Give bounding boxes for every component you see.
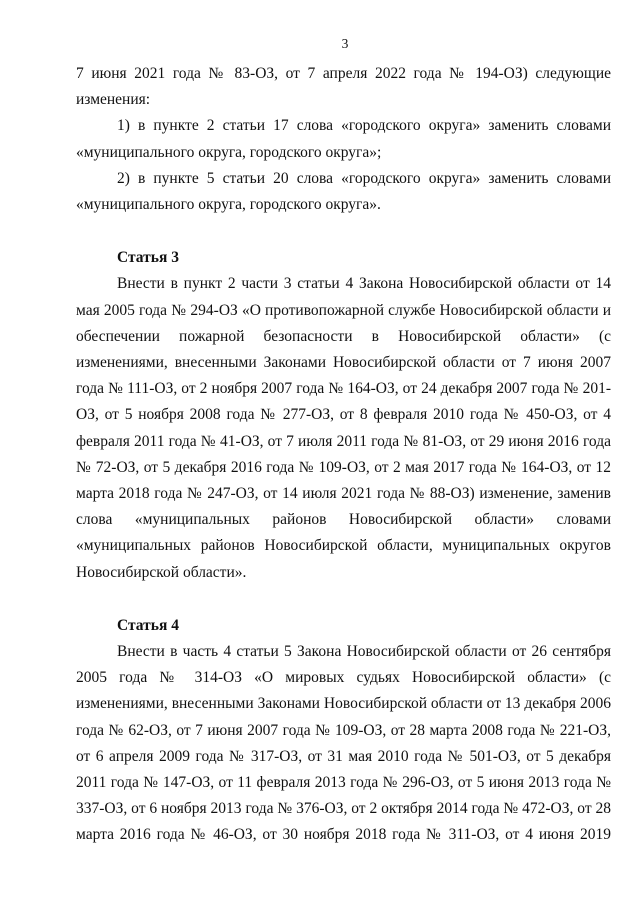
article-3-text: Внести в пункт 2 части 3 статьи 4 Закона Новосибирской области от 14 мая 2005 года № 294-ОЗ «О противопожарной службе Новосибирской области и обеспечении пожарной безопасности в Новосибирской области» (с изменениями, внесенными Законами Новосибирской области от 7 июня 2007 года № 111-ОЗ, от 2 ноября 2007 года № 164-ОЗ, от 24 декабря 2007 года № 201-ОЗ, от 5 ноября 2008 года № 277-ОЗ, от 8 февраля 2010 года № 450-ОЗ, от 4 февраля 2011 года № 41-ОЗ, от 7 июля 2011 года № 81-ОЗ, от 29 июня 2016 года № 72-ОЗ, от 5 декабря 2016 года № 109-ОЗ, от 2 мая 2017 года № 164-ОЗ, от 12 марта 2018 года № 247-ОЗ, от 14 июля 2021 года № 88-ОЗ) изменение, заменив слова «муниципальных районов Новосибирской области» словами «муниципальных районов Новосибирской области, муниципальных округов Новосибирской области».: [76, 275, 611, 581]
article-3-heading: Статья 3: [117, 249, 179, 267]
article-4-text: Внести в часть 4 статьи 5 Закона Новосибирской области от 26 сентября 2005 года № 314-ОЗ «О мировых судьях Новосибирской области» (с изменениями, внесенными Законами Новосибирской области от 13 декабря 2006 года № 62-ОЗ, от 7 июня 2007 года № 109-ОЗ, от 28 марта 2008 года № 221-ОЗ, от 6 апреля 2009 года № 317-ОЗ, от 31 мая 2010 года № 501-ОЗ, от 5 декабря 2011 года № 147-ОЗ, от 11 февраля 2013 года № 296-ОЗ, от 5 июня 2013 года № 337-ОЗ, от 6 ноября 2013 года № 376-ОЗ, от 2 октября 2014 года № 472-ОЗ, от 28 марта 2016 года № 46-ОЗ, от 30 ноября 2018 года № 311-ОЗ, от 4 июня 2019: [76, 643, 611, 844]
document-body: [76, 61, 611, 849]
paragraph-intro: 7 июня 2021 года № 83-ОЗ, от 7 апреля 2022 года № 194-ОЗ) следующие изменения:: [76, 65, 611, 109]
paragraph-change-2: 2) в пункте 5 статьи 20 слова «городского округа» заменить словами «муниципального округа, городского округа».: [76, 169, 611, 214]
spacer: [76, 218, 611, 245]
spacer: [76, 586, 611, 613]
article-4-heading: Статья 4: [117, 616, 179, 634]
page-number: 3: [341, 36, 349, 51]
paragraph-change-1: 1) в пункте 2 статьи 17 слова «городского округа» заменить словами «муниципального округа, городского округа»;: [76, 117, 611, 161]
